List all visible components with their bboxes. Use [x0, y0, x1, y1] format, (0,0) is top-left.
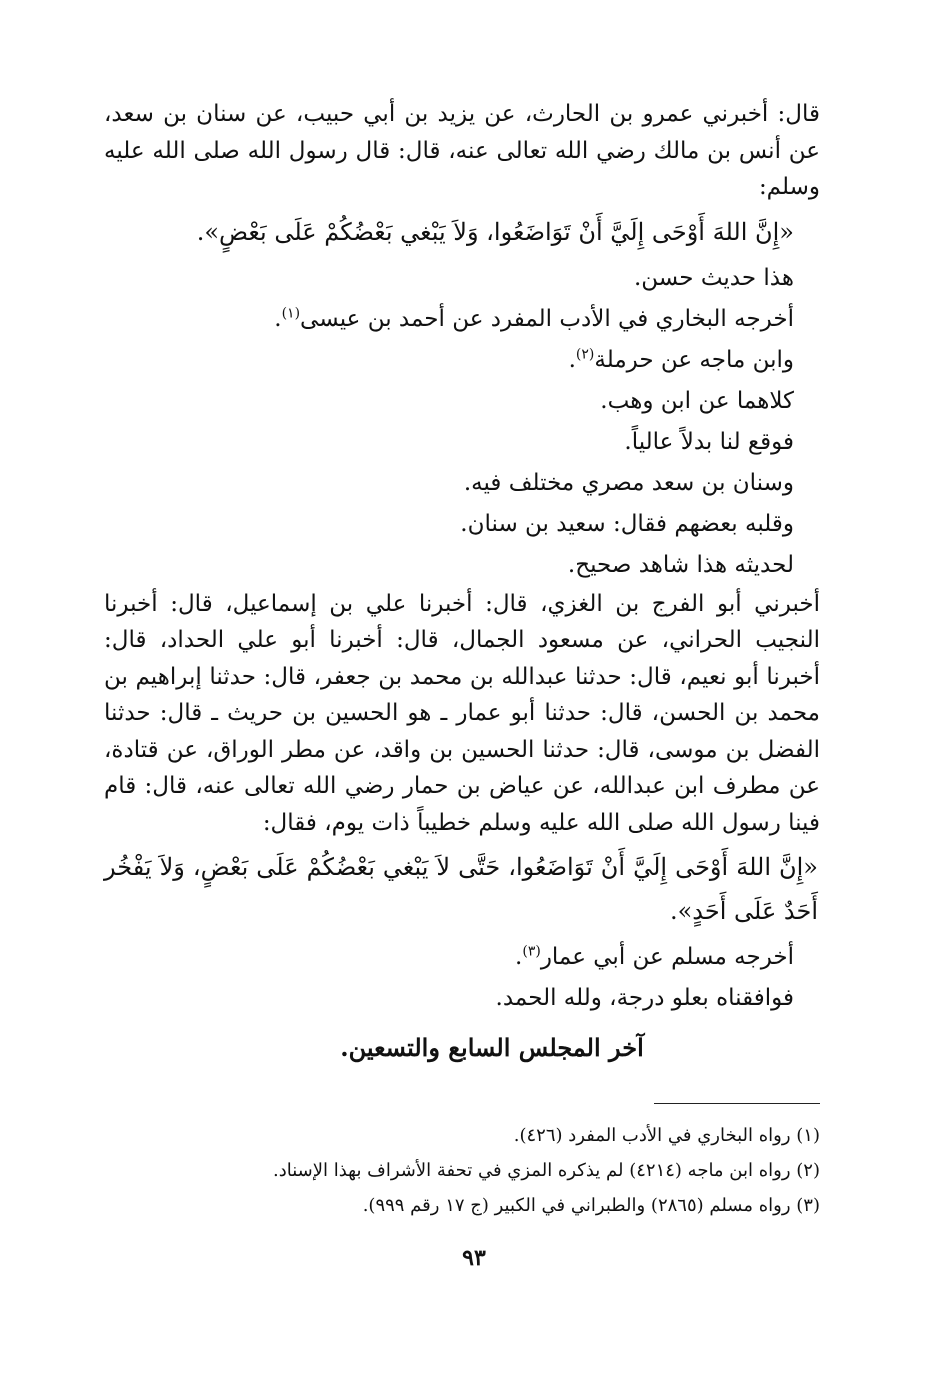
commentary-line: أخرجه مسلم عن أبي عمار$^{(٣)}$.: [515, 943, 794, 970]
commentary-line: كلاهما عن ابن وهب.: [600, 387, 794, 414]
footnote-ref: (٣): [522, 943, 541, 960]
commentary-line: فوقع لنا بدلاً عالياً.: [624, 428, 794, 455]
commentary-line: فوافقناه بعلو درجة، ولله الحمد.: [495, 985, 794, 1011]
footnote-item: (٣) رواه مسلم (٢٨٦٥) والطبراني في الكبير (ج ١٧ رقم ٩٩٩).: [362, 1195, 820, 1216]
page-number: ٩٣: [462, 1245, 486, 1271]
hadith-text-2: «إِنَّ اللهَ أَوْحَى إِلَيَّ أَنْ تَوَاضَعُوا، حَتَّى لاَ يَبْغي بَعْضُكُمْ عَلَى بَعْضٍ، وَلاَ يَفْخُر أَحَدٌ عَلَى أَحَدٍ».: [104, 853, 818, 925]
footnote-item: (١) رواه البخاري في الأدب المفرد (٤٢٦).: [513, 1125, 820, 1146]
hadith-text-1: «إِنَّ اللهَ أَوْحَى إِلَيَّ أَنْ تَوَاضَعُوا، وَلاَ يَبْغي بَعْضُكُمْ عَلَى بَعْضٍ».: [196, 217, 794, 246]
footnote-item: (٢) رواه ابن ماجه (٤٢١٤) لم يذكره المزي في تحفة الأشراف بهذا الإسناد.: [272, 1160, 820, 1181]
commentary-line: وقلبه بعضهم فقال: سعيد بن سنان.: [460, 510, 794, 537]
footnote-divider: [654, 1103, 820, 1104]
section-end-heading: آخر المجلس السابع والتسعين.: [340, 1033, 644, 1062]
commentary-line: وابن ماجه عن حرملة$^{(٢)}$.: [568, 345, 794, 373]
isnad-paragraph-2: أخبرني أبو الفرج بن الغزي، قال: أخبرنا علي بن إسماعيل، قال: أخبرنا النجيب الحراني، عن مسعود الجمال، قال: أخبرنا أبو علي الحداد، قال: أخبرنا أبو نعيم، قال: حدثنا عبدالله بن محمد بن جعفر، قال: حدثنا إبراهيم بن محمد بن الحسن، قال: حدثنا أبو عمار ـ هو الحسين بن حريث ـ قال: حدثنا الفضل بن موسى، قال: حدثنا الحسين بن واقد، عن مطر الوراق، عن قتادة، عن مطرف ابن عبدالله، عن عياض بن حمار رضي الله تعالى عنه، قال: قام فينا رسول الله صلى الله عليه وسلم خطيباً ذات يوم، فقال:: [104, 590, 820, 836]
commentary-line: لحديثه هذا شاهد صحيح.: [567, 551, 794, 578]
footnote-ref: (١): [281, 304, 301, 321]
commentary-lines-2: [104, 937, 820, 1019]
commentary-lines-1: [104, 258, 820, 586]
commentary-line: أخرجه البخاري في الأدب المفرد عن أحمد بن عيسى$^{(١)}$.: [274, 304, 794, 332]
isnad-paragraph-1: قال: أخبرني عمرو بن الحارث، عن يزيد بن أبي حبيب، عن سنان بن سعد، عن أنس بن مالك رضي الله تعالى عنه، قال: قال رسول الله صلى الله عليه وسلم:: [104, 101, 820, 200]
footnote-ref: (٢): [575, 345, 595, 362]
commentary-line: وسنان بن سعد مصري مختلف فيه.: [463, 469, 794, 496]
footnotes-list: [104, 1118, 820, 1223]
commentary-line: هذا حديث حسن.: [633, 264, 794, 291]
